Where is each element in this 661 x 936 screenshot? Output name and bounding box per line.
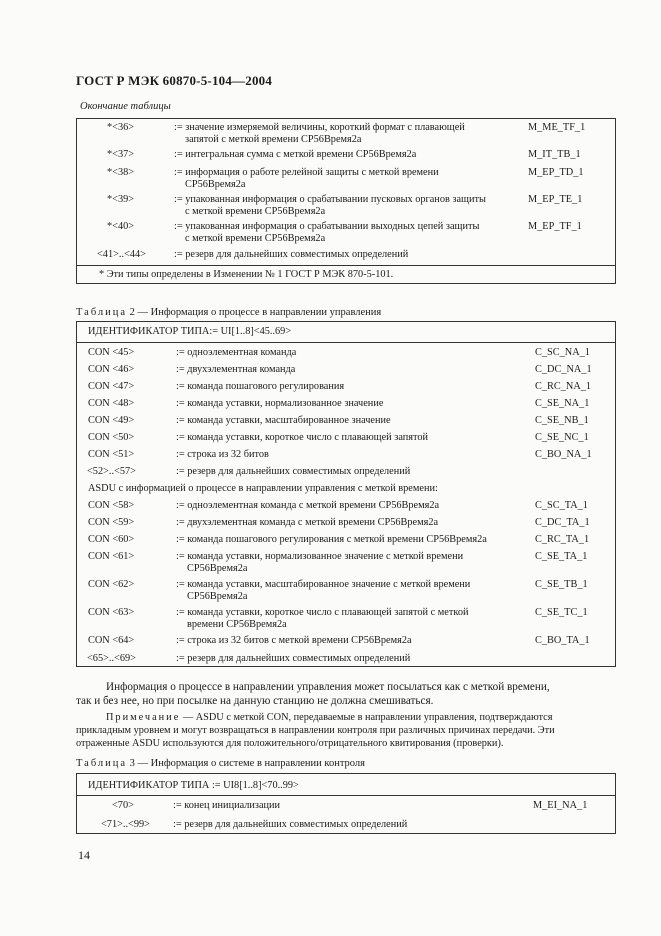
description-cell: := значение измеряемой величины, короткий формат с плавающей	[174, 122, 465, 133]
description-cell: := резерв для дальнейших совместимых определений	[173, 819, 408, 830]
description-cell: запятой с меткой времени СР56Время2а	[185, 134, 362, 145]
type-id-cell: CON <46>	[88, 364, 135, 375]
type-id-cell: *<39>	[107, 194, 135, 205]
asdu-code-cell: C_DC_NA_1	[535, 364, 592, 375]
type-id-cell: <71>..<99>	[101, 819, 150, 830]
asdu-code-cell: M_EP_TD_1	[528, 167, 584, 178]
asdu-code-cell: C_RC_NA_1	[535, 381, 592, 392]
asdu-code-cell: M_IT_TB_1	[528, 149, 581, 160]
asdu-code-cell: M_EP_TE_1	[528, 194, 583, 205]
row-divider	[77, 265, 615, 266]
asdu-code-cell: C_BO_NA_1	[535, 449, 592, 460]
type-id-cell: *<38>	[107, 167, 135, 178]
table-3-caption-prefix: Таблица	[76, 758, 128, 769]
type-identifier-header: ИДЕНТИФИКАТОР ТИПА:= UI[1..8]<45..69>	[88, 326, 292, 337]
type-id-cell: <65>..<69>	[87, 653, 136, 664]
description-cell: := резерв для дальнейших совместимых определений	[176, 653, 411, 664]
description-cell: := одноэлементная команда с меткой времени СР56Время2а	[176, 500, 440, 511]
paragraph-line: так и без нее, но при посылке на данную станцию не должна смешиваться.	[76, 695, 434, 707]
description-cell: СР56Время2а	[187, 563, 248, 574]
description-cell: := команда уставки, короткое число с плавающей запятой с меткой	[176, 607, 469, 618]
document-header: ГОСТ Р МЭК 60870-5-104—2004	[76, 73, 273, 88]
type-id-cell: <52>..<57>	[87, 466, 136, 477]
table-2-caption	[76, 307, 381, 318]
table-3-caption-text: 3 — Информация о системе в направлении контроля	[127, 758, 365, 769]
description-cell: := строка из 32 битов с меткой времени СР56Время2а	[176, 635, 412, 646]
description-cell: := интегральная сумма с меткой времени СР56Время2а	[174, 149, 417, 160]
type-id-cell: CON <48>	[88, 398, 135, 409]
asdu-code-cell: M_EP_TF_1	[528, 221, 582, 232]
type-id-cell: CON <47>	[88, 381, 135, 392]
table-2-caption-text: 2 — Информация о процессе в направлении управления	[127, 307, 382, 318]
body-paragraph	[76, 680, 616, 708]
type-id-cell: <70>	[112, 800, 134, 811]
description-cell: := одноэлементная команда	[176, 347, 297, 358]
asdu-code-cell: M_ME_TF_1	[528, 122, 586, 133]
row-divider	[77, 342, 615, 343]
asdu-code-cell: C_SE_NB_1	[535, 415, 589, 426]
description-cell: := двухэлементная команда с меткой времени СР56Время2а	[176, 517, 439, 528]
note-line: отраженные ASDU используются для положительного/отрицательного квитирования (проверки).	[76, 738, 504, 749]
asdu-code-cell: C_RC_TA_1	[535, 534, 590, 545]
type-id-cell: *<40>	[107, 221, 135, 232]
description-cell: с меткой времени СР56Время2а	[185, 233, 326, 244]
description-cell: := команда пошагового регулирования	[176, 381, 345, 392]
description-cell: := информация о работе релейной защиты с меткой времени	[174, 167, 439, 178]
description-cell: := команда пошагового регулирования с меткой времени СР56Время2а	[176, 534, 487, 545]
type-id-cell: *<37>	[107, 149, 135, 160]
type-id-cell: CON <59>	[88, 517, 135, 528]
description-cell: := команда уставки, нормализованное значение	[176, 398, 384, 409]
description-cell: := команда уставки, нормализованное значение с меткой времени	[176, 551, 464, 562]
type-id-cell: CON <51>	[88, 449, 135, 460]
table-2	[76, 321, 616, 667]
type-id-cell: CON <50>	[88, 432, 135, 443]
description-cell: с меткой времени СР56Время2а	[185, 206, 326, 217]
asdu-code-cell: C_SE_NC_1	[535, 432, 589, 443]
asdu-code-cell: C_DC_TA_1	[535, 517, 590, 528]
description-cell: СР56Время2а	[187, 591, 248, 602]
description-cell: СР56Время2а	[185, 179, 246, 190]
description-cell: := конец инициализации	[173, 800, 281, 811]
asdu-code-cell: C_SE_TA_1	[535, 551, 588, 562]
type-id-cell: *<36>	[107, 122, 135, 133]
type-id-cell: CON <61>	[88, 551, 135, 562]
asdu-code-cell: C_SE_TC_1	[535, 607, 588, 618]
table-footnote: * Эти типы определены в Изменении № 1 ГОСТ Р МЭК 870-5-101.	[99, 269, 394, 280]
note-block	[76, 711, 616, 750]
table-2-caption-prefix: Таблица	[76, 307, 128, 318]
section-subheader: ASDU с информацией о процессе в направлении управления с меткой времени:	[88, 483, 438, 494]
description-cell: := резерв для дальнейших совместимых определений	[176, 466, 411, 477]
description-cell: := команда уставки, короткое число с плавающей запятой	[176, 432, 429, 443]
page-number: 14	[78, 848, 90, 862]
description-cell: := двухэлементная команда	[176, 364, 296, 375]
asdu-code-cell: C_SE_NA_1	[535, 398, 590, 409]
note-line: прикладным уровнем и могут возвращаться в направлении контроля при различных причинах передачи. Эти	[76, 725, 555, 736]
type-id-cell: CON <62>	[88, 579, 135, 590]
paragraph-line: Информация о процессе в направлении управления может посылаться как с меткой времени,	[106, 681, 550, 693]
asdu-code-cell: C_SE_TB_1	[535, 579, 588, 590]
type-identifier-header: ИДЕНТИФИКАТОР ТИПА := UI8[1..8]<70..99>	[88, 780, 299, 791]
description-cell: := строка из 32 битов	[176, 449, 269, 460]
asdu-code-cell: C_SC_TA_1	[535, 500, 588, 511]
table-3	[76, 773, 616, 834]
description-cell: := команда уставки, масштабированное значение	[176, 415, 391, 426]
table-1	[76, 118, 616, 284]
table-3-caption	[76, 758, 365, 769]
description-cell: времени СР56Время2а	[187, 619, 287, 630]
asdu-code-cell: M_EI_NA_1	[533, 800, 588, 811]
type-id-cell: CON <60>	[88, 534, 135, 545]
row-divider	[77, 795, 615, 796]
note-line: — ASDU с меткой CON, передаваемые в направлении управления, подтверждаются	[180, 712, 553, 723]
description-cell: := упакованная информация о срабатывании выходных цепей защиты	[174, 221, 480, 232]
type-id-cell: CON <58>	[88, 500, 135, 511]
description-cell: := команда уставки, масштабированное значение с меткой времени	[176, 579, 471, 590]
asdu-code-cell: C_BO_TA_1	[535, 635, 590, 646]
type-id-cell: CON <49>	[88, 415, 135, 426]
type-id-cell: CON <45>	[88, 347, 135, 358]
type-id-cell: CON <63>	[88, 607, 135, 618]
asdu-code-cell: C_SC_NA_1	[535, 347, 590, 358]
note-prefix: Примечание	[106, 712, 181, 723]
type-id-cell: CON <64>	[88, 635, 135, 646]
description-cell: := резерв для дальнейших совместимых определений	[174, 249, 409, 260]
table-continuation-caption: Окончание таблицы	[80, 101, 171, 112]
type-id-cell: <41>..<44>	[97, 249, 146, 260]
description-cell: := упакованная информация о срабатывании пусковых органов защиты	[174, 194, 486, 205]
